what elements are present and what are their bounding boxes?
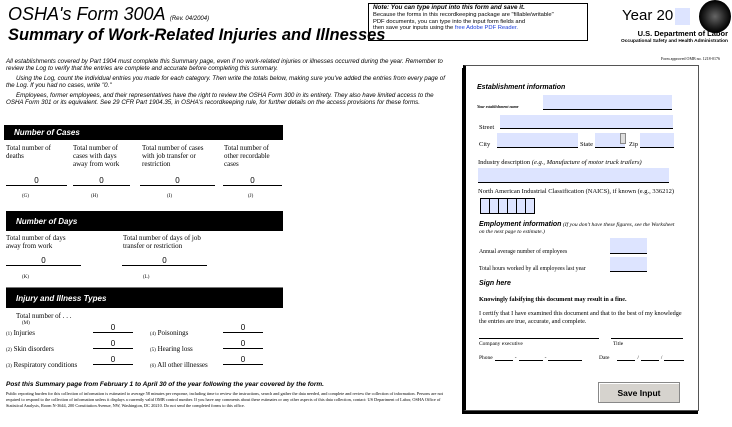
phone-prefix-line[interactable] xyxy=(519,360,543,361)
city-input[interactable] xyxy=(497,133,578,148)
days-transfer-field[interactable]: 0 xyxy=(122,256,207,266)
adobe-reader-link[interactable]: free Adobe PDF Reader. xyxy=(454,25,519,32)
type-label: Injuries xyxy=(13,329,35,337)
days-label: Total number of days of job transfer or restriction xyxy=(123,234,201,250)
separator: / xyxy=(660,355,663,361)
establishment-heading: Establishment information xyxy=(477,84,566,91)
naics-input[interactable] xyxy=(480,198,535,214)
state-dropdown-icon[interactable] xyxy=(620,133,626,144)
item-number: (6) xyxy=(150,364,156,369)
executive-signature-line[interactable] xyxy=(479,338,599,339)
intro-text xyxy=(6,58,446,106)
intro-paragraph: All establishments covered by Part 1904 must complete this Summary page, even if no work-related injuries or illnesses occurred during the year. Remember to review the Log to verify that the entries are complete and accurate before completing this summary. xyxy=(6,58,443,73)
industry-hint: (e.g., Manufacture of motor truck trailers) xyxy=(531,159,642,166)
naics-digit[interactable] xyxy=(525,198,535,214)
save-input-button[interactable]: Save Input xyxy=(598,382,680,403)
column-code: (L) xyxy=(143,275,150,280)
column-code: (M) xyxy=(22,321,30,326)
year-label: Year 20 xyxy=(622,7,674,24)
posting-instruction: Post this Summary page from February 1 to April 30 of the year following the year covered by the form. xyxy=(6,381,324,388)
phone-line[interactable] xyxy=(548,360,582,361)
year-input[interactable] xyxy=(675,8,690,25)
total-hours-input[interactable] xyxy=(610,257,647,272)
industry-input[interactable] xyxy=(478,168,669,183)
separator: - xyxy=(514,355,517,361)
phone-field[interactable] xyxy=(479,355,584,361)
zip-input[interactable] xyxy=(640,133,674,148)
city-label: City xyxy=(479,141,491,148)
note-line: then save your inputs using the xyxy=(373,25,454,32)
column-code: (J) xyxy=(248,194,254,199)
cases-label: Total number of deaths xyxy=(6,144,51,160)
column-code: (G) xyxy=(22,194,29,199)
type-label: Skin disorders xyxy=(13,345,54,353)
employment-hint: (If you don't have these figures, see the Worksheet on the next page to estimate.) xyxy=(479,222,675,235)
annual-employees-label: Annual average number of employees xyxy=(479,249,568,255)
type-label: Hearing loss xyxy=(157,345,193,353)
omb-number: Form approved OMB no. 1218-0176 xyxy=(661,56,720,61)
employment-heading-block xyxy=(479,222,679,235)
note-line: PDF documents, you can type into the input form fields and xyxy=(373,18,526,25)
department: U.S. Department of Labor xyxy=(637,29,728,38)
poisonings-field[interactable]: 0 xyxy=(223,323,263,333)
type-label: Poisonings xyxy=(157,329,189,337)
page-title: Summary of Work-Related Injuries and Illnesses xyxy=(8,26,386,44)
note-box xyxy=(368,3,588,41)
job-transfer-cases-field[interactable]: 0 xyxy=(140,176,215,186)
street-input[interactable] xyxy=(500,115,673,129)
column-code: (I) xyxy=(167,194,172,199)
form-name-text: OSHA's Form 300A xyxy=(8,4,165,24)
cases-label: Total number of other recordable cases xyxy=(224,144,270,168)
title-label: Title xyxy=(613,341,624,347)
phone-area-line[interactable] xyxy=(495,360,513,361)
certification-text: I certify that I have examined this document and that to the best of my knowledge the entries are true, accurate, and complete. xyxy=(479,310,682,325)
section-injury-types: Injury and Illness Types xyxy=(6,288,283,308)
other-illnesses-field[interactable]: 0 xyxy=(223,355,263,365)
agency: Occupational Safety and Health Administration xyxy=(621,39,728,44)
date-label: Date xyxy=(599,355,610,361)
type-label: Respiratory conditions xyxy=(13,361,78,369)
column-code: (H) xyxy=(91,194,98,199)
hearing-loss-field[interactable]: 0 xyxy=(223,339,263,349)
separator: - xyxy=(544,355,547,361)
respiratory-field[interactable]: 0 xyxy=(93,355,133,365)
days-away-field[interactable]: 0 xyxy=(6,256,81,266)
days-away-cases-field[interactable]: 0 xyxy=(73,176,130,186)
form-name xyxy=(8,4,209,25)
date-month-line[interactable] xyxy=(617,360,635,361)
employment-heading: Employment information xyxy=(479,221,562,228)
street-label: Street xyxy=(479,124,495,131)
type-label: All other illnesses xyxy=(157,361,208,369)
annual-employees-input[interactable] xyxy=(610,238,647,254)
date-field[interactable] xyxy=(599,355,686,361)
total-number-label: Total number of . . . xyxy=(16,312,72,320)
establishment-name-input[interactable] xyxy=(543,95,672,110)
item-number: (4) xyxy=(150,332,156,337)
item-number: (1) xyxy=(6,332,12,337)
intro-paragraph: Employees, former employees, and their representatives have the right to review the OSHA Form 300 in its entirety. They also have limited access to the OSHA Form 301 or its equivalent. See 29 CFR Part 1904.35, in OSHA's recordkeeping rule, for further details on the access provisions for these forms. xyxy=(6,91,434,107)
company-executive-label: Company executive xyxy=(479,341,523,347)
burden-statement: Public reporting burden for this collection of information is estimated to average 58 minutes per response, including time to review the instructions, search and gather the data needed, and complete and review the collection of information. Persons are not required to respond to the collection of information unless it displays a currently valid OMB control number. If you have any comments about these estimates or any other aspects of this data collection, contact: US Department of Labor, OSHA Office of Statistical Analysis, Room N-3644, 200 Constitution Avenue, NW, Washington, DC 20210. Do not send the completed forms to this office. xyxy=(6,391,443,408)
intro-paragraph: Using the Log, count the individual entries you made for each category. Then write the totals below, making sure you've added the entries from every page of the Log. If you had no cases, write "0." xyxy=(6,74,445,90)
sign-heading: Sign here xyxy=(479,280,511,287)
date-year-line[interactable] xyxy=(664,360,684,361)
item-number: (2) xyxy=(6,348,12,353)
industry-label: Industry description xyxy=(478,159,531,166)
item-number: (5) xyxy=(150,348,156,353)
phone-label: Phone xyxy=(479,355,493,361)
cases-label: Total number of cases with job transfer or restriction xyxy=(142,144,204,168)
zip-label: Zip xyxy=(629,141,639,148)
cases-label: Total number of cases with days away from work xyxy=(73,144,120,168)
skin-disorders-field[interactable]: 0 xyxy=(93,339,133,349)
item-number: (3) xyxy=(6,364,12,369)
note-line: Because the forms in this recordkeeping package are "fillable/writable" xyxy=(373,11,554,18)
section-number-of-cases: Number of Cases xyxy=(4,125,283,140)
name-label: Your establishment name xyxy=(477,104,519,109)
state-label: State xyxy=(580,141,593,148)
section-number-of-days: Number of Days xyxy=(6,211,283,231)
fine-warning: Knowingly falsifying this document may result in a fine. xyxy=(479,296,627,303)
total-hours-label: Total hours worked by all employees last year xyxy=(479,266,586,272)
injuries-field[interactable]: 0 xyxy=(93,323,133,333)
date-day-line[interactable] xyxy=(641,360,659,361)
title-line[interactable] xyxy=(611,338,683,339)
other-cases-field[interactable]: 0 xyxy=(223,176,282,186)
revision: (Rev. 04/2004) xyxy=(169,16,210,22)
separator: / xyxy=(637,355,639,361)
column-code: (K) xyxy=(22,275,29,280)
days-label: Total number of days away from work xyxy=(6,234,66,250)
naics-label: North American Industrial Classification (NAICS), if known (e.g., 336212) xyxy=(478,188,675,195)
deaths-field[interactable]: 0 xyxy=(6,176,67,186)
note-title: Note: You can type input into this form and save it. xyxy=(373,4,525,11)
